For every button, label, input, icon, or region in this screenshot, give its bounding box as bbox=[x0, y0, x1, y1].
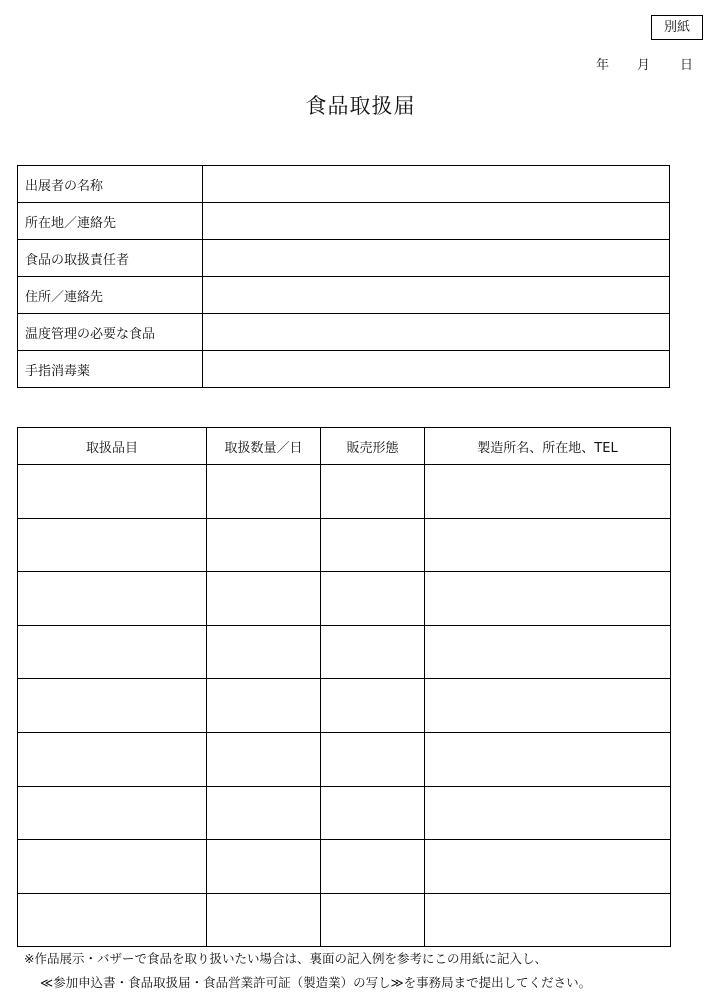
items-row bbox=[18, 840, 671, 894]
applicant-info-table bbox=[17, 165, 670, 388]
info-row-temperature-controlled bbox=[18, 314, 670, 351]
items-cell[interactable] bbox=[207, 786, 321, 840]
items-header-row bbox=[18, 428, 671, 465]
info-label: 所在地／連絡先 bbox=[18, 203, 203, 240]
info-label: 手指消毒薬 bbox=[18, 351, 203, 388]
items-cell[interactable] bbox=[207, 572, 321, 626]
items-row bbox=[18, 572, 671, 626]
items-row bbox=[18, 732, 671, 786]
items-cell[interactable] bbox=[321, 679, 425, 733]
items-cell[interactable] bbox=[425, 732, 671, 786]
items-cell[interactable] bbox=[18, 572, 207, 626]
info-row-manager-address bbox=[18, 277, 670, 314]
info-value-field[interactable] bbox=[203, 314, 670, 351]
appendix-label: 別紙 bbox=[651, 15, 703, 40]
items-cell[interactable] bbox=[425, 625, 671, 679]
items-cell[interactable] bbox=[18, 679, 207, 733]
info-row-exhibitor-name bbox=[18, 166, 670, 203]
document-title: 食品取扱届 bbox=[305, 94, 416, 118]
items-cell[interactable] bbox=[425, 786, 671, 840]
items-row bbox=[18, 465, 671, 519]
items-row bbox=[18, 786, 671, 840]
items-cell[interactable] bbox=[18, 518, 207, 572]
items-cell[interactable] bbox=[18, 840, 207, 894]
items-cell[interactable] bbox=[18, 625, 207, 679]
items-cell[interactable] bbox=[207, 732, 321, 786]
items-cell[interactable] bbox=[207, 465, 321, 519]
items-cell[interactable] bbox=[425, 572, 671, 626]
info-row-food-manager bbox=[18, 240, 670, 277]
date-year-label: 年 bbox=[596, 58, 610, 73]
items-cell[interactable] bbox=[425, 518, 671, 572]
items-cell[interactable] bbox=[321, 625, 425, 679]
info-value-field[interactable] bbox=[203, 277, 670, 314]
info-value-field[interactable] bbox=[203, 203, 670, 240]
items-cell[interactable] bbox=[425, 465, 671, 519]
info-label: 食品の取扱責任者 bbox=[18, 240, 203, 277]
info-value-field[interactable] bbox=[203, 166, 670, 203]
items-cell[interactable] bbox=[18, 465, 207, 519]
items-cell[interactable] bbox=[425, 679, 671, 733]
column-header-quantity: 取扱数量／日 bbox=[207, 428, 321, 465]
items-cell[interactable] bbox=[18, 786, 207, 840]
column-header-sales-form: 販売形態 bbox=[321, 428, 425, 465]
info-row-address-contact bbox=[18, 203, 670, 240]
items-cell[interactable] bbox=[425, 893, 671, 947]
items-cell[interactable] bbox=[207, 679, 321, 733]
items-cell[interactable] bbox=[321, 572, 425, 626]
items-cell[interactable] bbox=[207, 625, 321, 679]
items-row bbox=[18, 679, 671, 733]
date-month-label: 月 bbox=[637, 58, 651, 73]
info-value-field[interactable] bbox=[203, 351, 670, 388]
info-value-field[interactable] bbox=[203, 240, 670, 277]
items-cell[interactable] bbox=[425, 840, 671, 894]
items-cell[interactable] bbox=[321, 732, 425, 786]
items-cell[interactable] bbox=[321, 840, 425, 894]
items-row bbox=[18, 893, 671, 947]
items-row bbox=[18, 518, 671, 572]
items-row bbox=[18, 625, 671, 679]
info-label: 出展者の名称 bbox=[18, 166, 203, 203]
info-label: 温度管理の必要な食品 bbox=[18, 314, 203, 351]
items-cell[interactable] bbox=[18, 893, 207, 947]
info-row-hand-sanitizer bbox=[18, 351, 670, 388]
food-items-table bbox=[17, 427, 671, 947]
column-header-manufacturer: 製造所名、所在地、TEL bbox=[425, 428, 671, 465]
note-line-1: ※作品展示・バザーで食品を取り扱いたい場合は、裏面の記入例を参考にこの用紙に記入し、 bbox=[24, 951, 547, 966]
items-cell[interactable] bbox=[321, 893, 425, 947]
date-day-label: 日 bbox=[680, 58, 694, 73]
items-cell[interactable] bbox=[207, 893, 321, 947]
items-cell[interactable] bbox=[321, 465, 425, 519]
column-header-item: 取扱品目 bbox=[18, 428, 207, 465]
items-cell[interactable] bbox=[207, 840, 321, 894]
items-cell[interactable] bbox=[207, 518, 321, 572]
items-cell[interactable] bbox=[321, 518, 425, 572]
items-cell[interactable] bbox=[321, 786, 425, 840]
info-label: 住所／連絡先 bbox=[18, 277, 203, 314]
items-body bbox=[18, 465, 671, 947]
note-line-2: ≪参加申込書・食品取扱届・食品営業許可証（製造業）の写し≫を事務局まで提出してください。 bbox=[40, 975, 592, 990]
items-cell[interactable] bbox=[18, 732, 207, 786]
